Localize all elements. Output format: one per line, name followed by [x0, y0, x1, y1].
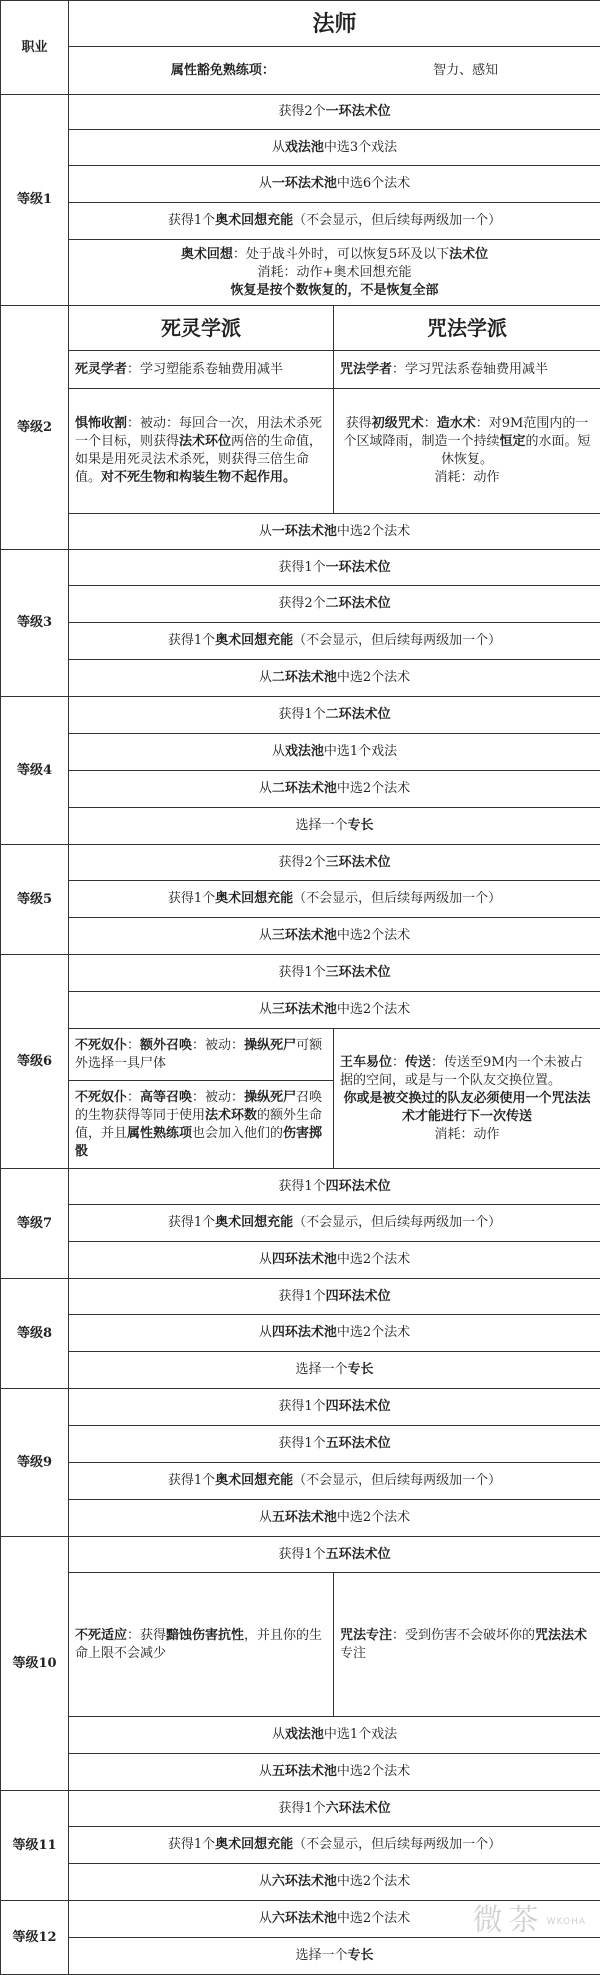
arcane-recall-description: 奥术回想：处于战斗外时，可以恢复5环及以下法术位 消耗：动作+奥术回想充能 恢复是按个数恢复的，不是恢复全部: [69, 240, 600, 306]
lv10-row-4: 从五环法术池中选2个法术: [69, 1754, 600, 1791]
level-4-label: 等级4: [1, 697, 69, 845]
undead-adaptation: 不死适应：获得黯蚀伤害抗性，并且你的生命上限不会减少: [69, 1573, 334, 1717]
lv3-row-3: 获得1个奥术回想充能（不会显示，但后续每两级加一个）: [69, 623, 600, 660]
lv4-row-2: 从戏法池中选1个戏法: [69, 734, 600, 771]
lv9-row-4: 从五环法术池中选2个法术: [69, 1500, 600, 1537]
necromancy-school-title: 死灵学派: [69, 306, 334, 351]
lv9-row-2: 获得1个五环法术位: [69, 1426, 600, 1463]
level-9-label: 等级9: [1, 1389, 69, 1537]
lv11-row-3: 从六环法术池中选2个法术: [69, 1864, 600, 1901]
attribute-row: [69, 47, 600, 95]
lv7-row-1: 获得1个四环法术位: [69, 1169, 600, 1205]
lv6-row-1: 获得1个三环法术位: [69, 955, 600, 992]
benign-transposition: 王车易位：传送：传送至9M内一个未被占据的空间，或是与一个队友交换位置。 你或是被交换过的队友必须使用一个咒法法术才能进行下一次传送 消耗：动作: [334, 1029, 600, 1169]
lv4-row-3: 从二环法术池中选2个法术: [69, 771, 600, 808]
level-2-label: 等级2: [1, 306, 69, 550]
lv5-row-2: 获得1个奥术回想充能（不会显示，但后续每两级加一个）: [69, 881, 600, 918]
lv1-row-2: 从戏法池中选3个戏法: [69, 130, 600, 166]
lv12-row-2: 选择一个专长: [69, 1938, 600, 1975]
lv2-row-last: 从一环法术池中选2个法术: [69, 514, 600, 550]
lv3-row-4: 从二环法术池中选2个法术: [69, 660, 600, 697]
attribute-label: 属性豁免熟练项：: [171, 63, 275, 78]
level-1-label: 等级1: [1, 95, 69, 306]
lv8-row-3: 选择一个专长: [69, 1352, 600, 1389]
level-8-label: 等级8: [1, 1279, 69, 1389]
lv7-row-3: 从四环法术池中选2个法术: [69, 1242, 600, 1279]
level-5-label: 等级5: [1, 845, 69, 955]
lv9-row-1: 获得1个四环法术位: [69, 1389, 600, 1426]
lv5-row-3: 从三环法术池中选2个法术: [69, 918, 600, 955]
undead-thralls-greater-summon: 不死奴仆：高等召唤：被动：操纵死尸召唤的生物获得等同于使用法术环数的额外生命值，并且属性熟练项也会加入他们的伤害掷骰: [69, 1081, 334, 1169]
lv11-row-1: 获得1个六环法术位: [69, 1791, 600, 1827]
level-6-label: 等级6: [1, 955, 69, 1169]
lv7-row-2: 获得1个奥术回想充能（不会显示，但后续每两级加一个）: [69, 1205, 600, 1242]
attribute-value: 智力、感知: [433, 63, 498, 78]
lv9-row-3: 获得1个奥术回想充能（不会显示，但后续每两级加一个）: [69, 1463, 600, 1500]
level-10-label: 等级10: [1, 1537, 69, 1791]
lv10-row-3: 从戏法池中选1个戏法: [69, 1717, 600, 1754]
lv4-row-4: 选择一个专长: [69, 808, 600, 845]
level-3-label: 等级3: [1, 550, 69, 697]
lv8-row-2: 从四环法术池中选2个法术: [69, 1315, 600, 1352]
focused-conjuration: 咒法专注：受到伤害不会破坏你的咒法法术专注: [334, 1573, 600, 1717]
level-7-label: 等级7: [1, 1169, 69, 1279]
minor-conjuration: 获得初级咒术：造水术：对9M范围内的一个区域降雨，制造一个持续恒定的水面。短休恢复。 消耗：动作: [334, 389, 600, 514]
undead-thralls-extra-summon: 不死奴仆：额外召唤：被动：操纵死尸可额外选择一具尸体: [69, 1029, 334, 1081]
lv11-row-2: 获得1个奥术回想充能（不会显示，但后续每两级加一个）: [69, 1827, 600, 1864]
level-12-label: 等级12: [1, 1901, 69, 1975]
lv8-row-1: 获得1个四环法术位: [69, 1279, 600, 1315]
lv3-row-1: 获得1个一环法术位: [69, 550, 600, 586]
grim-harvest: 惧怖收割：被动：每回合一次，用法术杀死一个目标，则获得法术环位两倍的生命值，如果是用死灵法术杀死，则获得三倍生命值。对不死生物和构装生物不起作用。: [69, 389, 334, 514]
necromancy-scholar: 死灵学者：学习塑能系卷轴费用减半: [69, 351, 334, 389]
lv5-row-1: 获得2个三环法术位: [69, 845, 600, 881]
class-title: 法师: [69, 1, 600, 47]
lv6-row-2: 从三环法术池中选2个法术: [69, 992, 600, 1029]
lv3-row-2: 获得2个二环法术位: [69, 586, 600, 623]
watermark: 微茶 WKOHA: [473, 1895, 586, 1939]
lv1-row-3: 从一环法术池中选6个法术: [69, 166, 600, 203]
lv12-row-1: 从六环法术池中选2个法术: [69, 1901, 600, 1938]
lv1-row-4: 获得1个奥术回想充能（不会显示，但后续每两级加一个）: [69, 203, 600, 240]
conjuration-school-title: 咒法学派: [334, 306, 600, 351]
conjuration-scholar: 咒法学者：学习咒法系卷轴费用减半: [334, 351, 600, 389]
occupation-label: 职业: [1, 1, 69, 95]
lv4-row-1: 获得1个二环法术位: [69, 697, 600, 734]
lv1-row-1: 获得2个一环法术位: [69, 95, 600, 130]
lv10-row-1: 获得1个五环法术位: [69, 1537, 600, 1573]
level-11-label: 等级11: [1, 1791, 69, 1901]
